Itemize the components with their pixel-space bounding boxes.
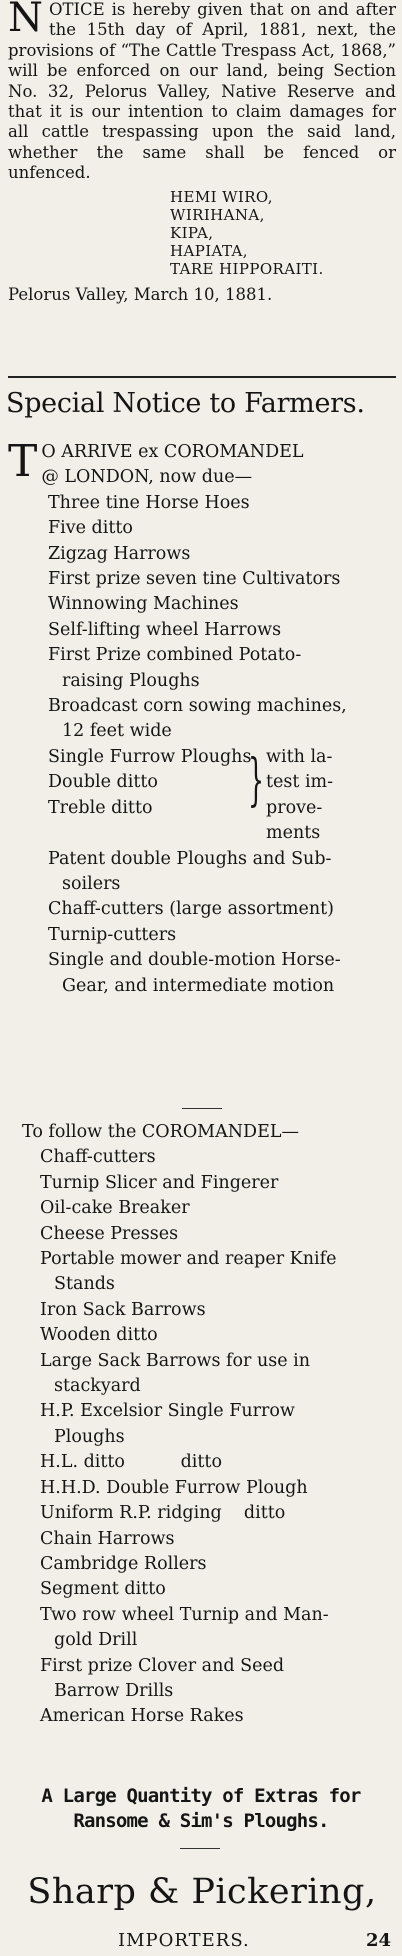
list-item: Two row wheel Turnip and Man- [40,1604,329,1625]
list-item: H.P. Excelsior Single Furrow [40,1401,295,1422]
list-item: Oil-cake Breaker [40,1198,190,1219]
firm-name: Sharp & Pickering, [27,1872,377,1912]
list-item: Stands [54,1274,115,1295]
plough-group [48,745,398,847]
list-item: Self-lifting wheel Harrows [48,619,282,640]
list-item: Gear, and intermediate motion [62,975,335,996]
short-divider [180,1848,220,1849]
note-line: with la- [266,746,333,767]
list-item: Cheese Presses [40,1223,179,1244]
list-item: Wooden ditto [40,1325,158,1346]
notice-dateline: Pelorus Valley, March 10, 1881. [8,284,273,304]
arriving-goods-section [8,436,398,999]
list-item: Single and double-motion Horse- [48,950,341,971]
note-line: test im- [266,772,334,793]
notice-drop-cap: N [8,0,43,41]
extras-line: Ransome & Sim's Ploughs. [73,1810,329,1832]
follow-items-list [40,1145,398,1729]
cattle-trespass-notice [8,0,396,305]
list-item: Three tine Horse Hoes [48,492,250,513]
note-line: prove- [266,797,323,818]
follow-heading: To follow the COROMANDEL— [22,1122,299,1142]
list-item: Cambridge Rollers [40,1553,207,1574]
list-item: Portable mower and reaper Knife [40,1249,337,1270]
list-item: Zigzag Harrows [48,543,191,564]
note-line: ments [266,823,321,844]
brace-glyph: } [248,747,265,813]
signatory-list [170,188,396,279]
arrive-drop-cap: T [8,436,38,487]
plough-note [266,745,396,847]
list-item: Winnowing Machines [48,594,239,615]
plough-names [48,745,252,847]
signatory: KIPA, [170,224,214,243]
signatory: HAPIATA, [170,242,248,261]
list-item: stackyard [54,1376,141,1397]
short-divider [182,1108,222,1109]
list-item: Segment ditto [40,1579,166,1600]
list-item: Five ditto [48,518,133,539]
list-item: Chaff-cutters (large assortment) [48,899,334,920]
list-item: Turnip Slicer and Fingerer [40,1172,279,1193]
list-item: Uniform R.P. ridging ditto [40,1503,286,1524]
list-item: First Prize combined Potato- [48,645,302,666]
arriving-items-list [48,491,398,999]
list-item: Single Furrow Ploughs [48,746,252,767]
importers-label: IMPORTERS. [118,1930,250,1951]
list-item: Ploughs [54,1426,125,1447]
list-item: Double ditto [48,772,158,793]
list-item: Barrow Drills [54,1680,174,1701]
special-notice-heading: Special Notice to Farmers. [6,388,365,419]
notice-body: OTICE is hereby given that on and after the 15th day of April, 1881, next, the provisions of “The Cattle Trespass Act, 1868,” will be enforced on our land, being Section No. 32, Pelorus Valley, Native Reserve and that it is our intention to claim damages for all cattle trespassing upon the said land, whether the same shall be fenced or unfenced. [8,0,396,183]
signatory: TARE HIPPORAITI. [170,260,324,279]
list-item: H.H.D. Double Furrow Plough [40,1477,308,1498]
list-item: H.L. ditto ditto [40,1452,222,1473]
ad-number: 24 [366,1930,392,1951]
list-item: First prize Clover and Seed [40,1655,285,1676]
list-item: Iron Sack Barrows [40,1299,206,1320]
list-item: raising Ploughs [62,670,200,691]
list-item: Patent double Ploughs and Sub- [48,848,332,869]
list-item: Chaff-cutters [40,1147,156,1168]
list-item: 12 feet wide [62,721,172,742]
list-item: Broadcast corn sowing machines, [48,696,347,717]
extras-announcement [0,1784,402,1834]
follow-goods-section [22,1120,398,1730]
list-item: gold Drill [54,1630,138,1651]
section-divider [8,376,396,378]
list-item: Large Sack Barrows for use in [40,1350,310,1371]
arrive-heading-line: @ LONDON, now due— [41,467,253,488]
list-item: soilers [62,873,121,894]
extras-line: A Large Quantity of Extras for [41,1785,361,1807]
signatory: WIRIHANA, [170,205,265,224]
list-item: Chain Harrows [40,1528,175,1549]
signatory: HEMI WIRO, [170,187,273,206]
arrive-heading-line: O ARRIVE ex COROMANDEL [41,442,304,462]
list-item: Turnip-cutters [48,924,177,945]
list-item: Treble ditto [48,797,153,818]
list-item: First prize seven tine Cultivators [48,569,341,590]
list-item: American Horse Rakes [40,1706,244,1727]
